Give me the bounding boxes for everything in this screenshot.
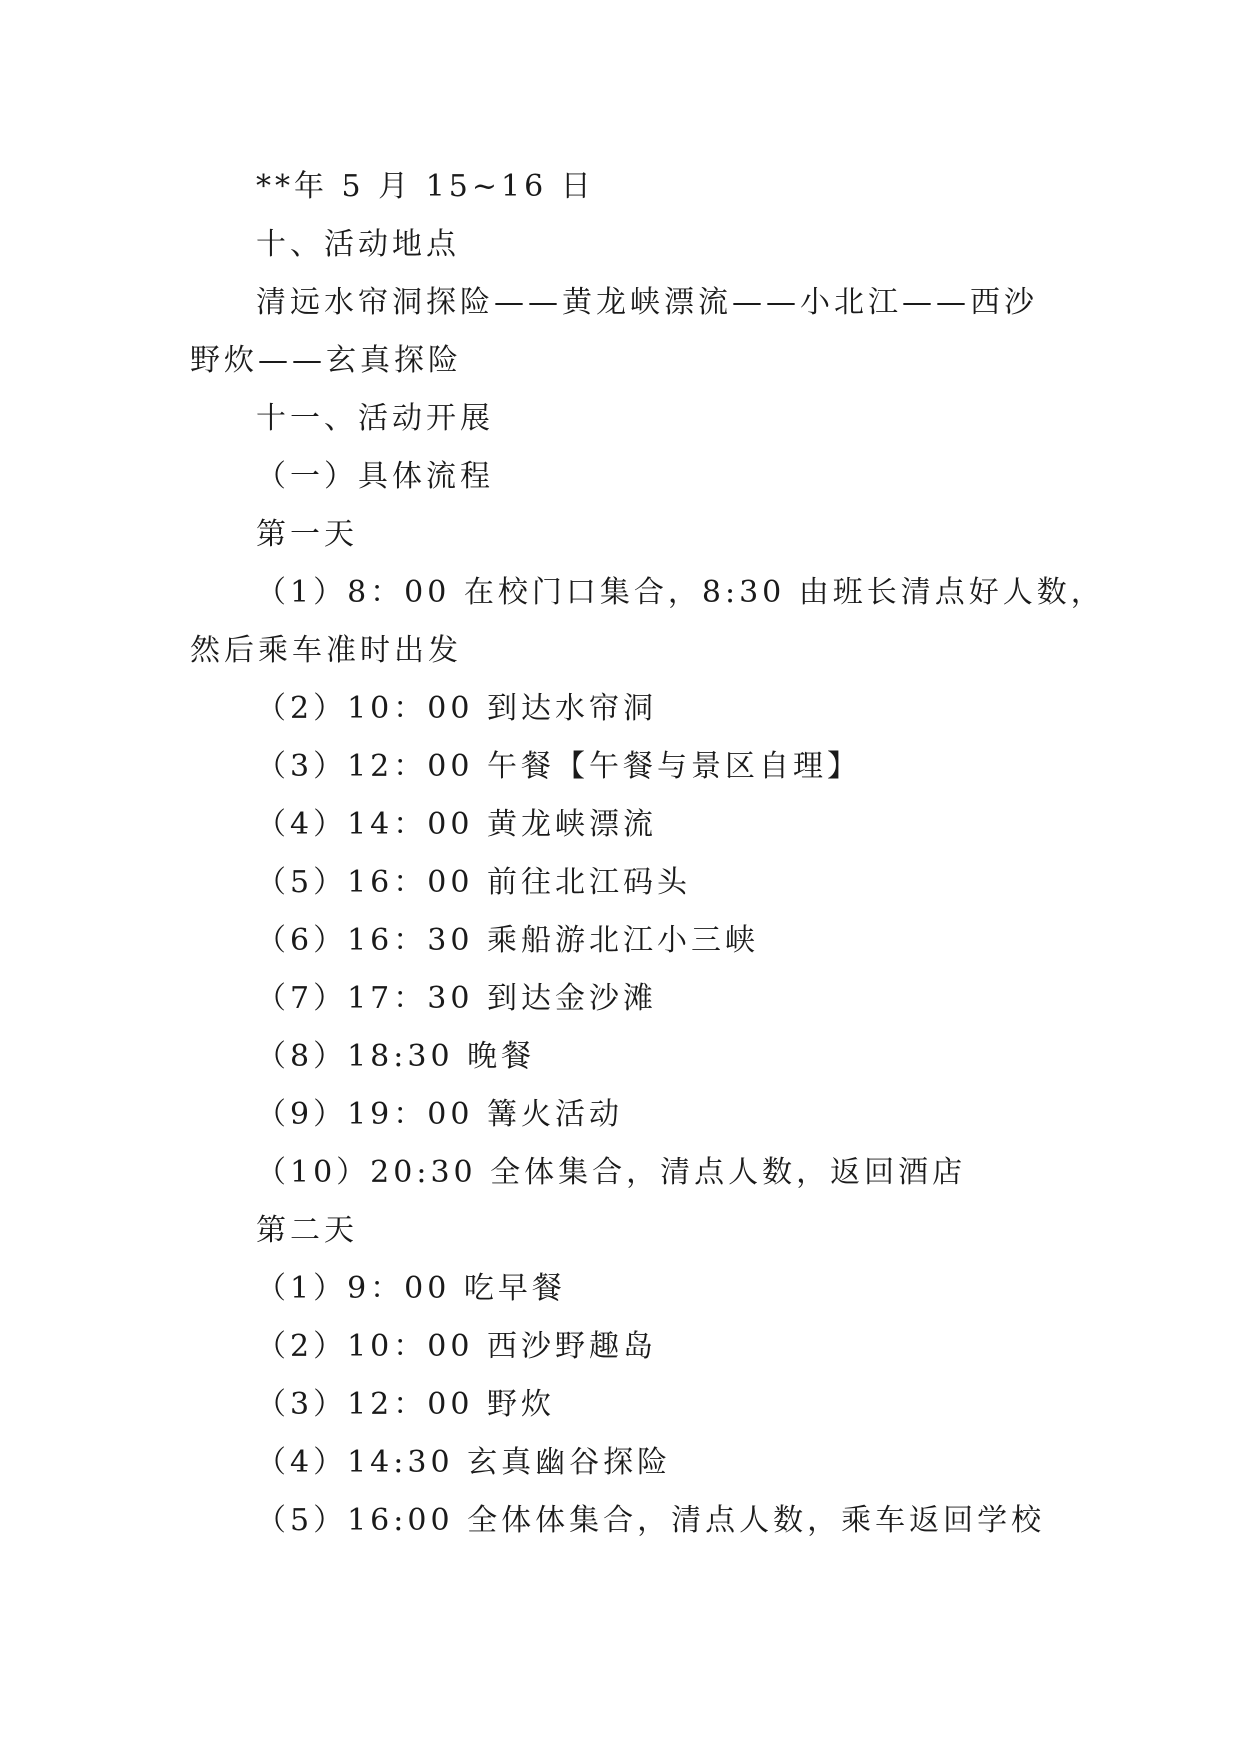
section-heading-activities: 十一、活动开展: [256, 401, 494, 436]
date-line: **年 5 月 15~16 日: [256, 169, 595, 204]
day1-item-3: （3）12：00 午餐【午餐与景区自理】: [256, 749, 861, 784]
day2-item-3: （3）12：00 野炊: [256, 1387, 555, 1422]
day2-item-2: （2）10：00 西沙野趣岛: [256, 1329, 657, 1364]
day1-item-4: （4）14：00 黄龙峡漂流: [256, 807, 657, 842]
day1-item-7: （7）17：30 到达金沙滩: [256, 981, 657, 1016]
document-body: [190, 158, 1105, 1550]
day1-item-2: （2）10：00 到达水帘洞: [256, 691, 657, 726]
section-heading-location: 十、活动地点: [256, 227, 460, 262]
location-route-line-2: 野炊——玄真探险: [190, 343, 462, 378]
day1-item-6: （6）16：30 乘船游北江小三峡: [256, 923, 759, 958]
day1-item-1-line-1: （1）8：00 在校门口集合，8:30 由班长清点好人数，: [256, 575, 1105, 610]
day1-item-1-line-2: 然后乘车准时出发: [190, 633, 462, 668]
day1-item-8: （8）18:30 晚餐: [256, 1039, 536, 1074]
day-two-heading: 第二天: [256, 1213, 358, 1248]
day2-item-4: （4）14:30 玄真幽谷探险: [256, 1445, 672, 1480]
subsection-heading-process: （一）具体流程: [256, 459, 494, 494]
day1-item-9: （9）19：00 篝火活动: [256, 1097, 623, 1132]
day2-item-5: （5）16:00 全体体集合，清点人数，乘车返回学校: [256, 1503, 1046, 1538]
day2-item-1: （1）9：00 吃早餐: [256, 1271, 566, 1306]
day-one-heading: 第一天: [256, 517, 358, 552]
location-route-line-1: 清远水帘洞探险——黄龙峡漂流——小北江——西沙: [256, 285, 1038, 320]
day1-item-10: （10）20:30 全体集合，清点人数，返回酒店: [256, 1155, 967, 1190]
day1-item-5: （5）16：00 前往北江码头: [256, 865, 691, 900]
